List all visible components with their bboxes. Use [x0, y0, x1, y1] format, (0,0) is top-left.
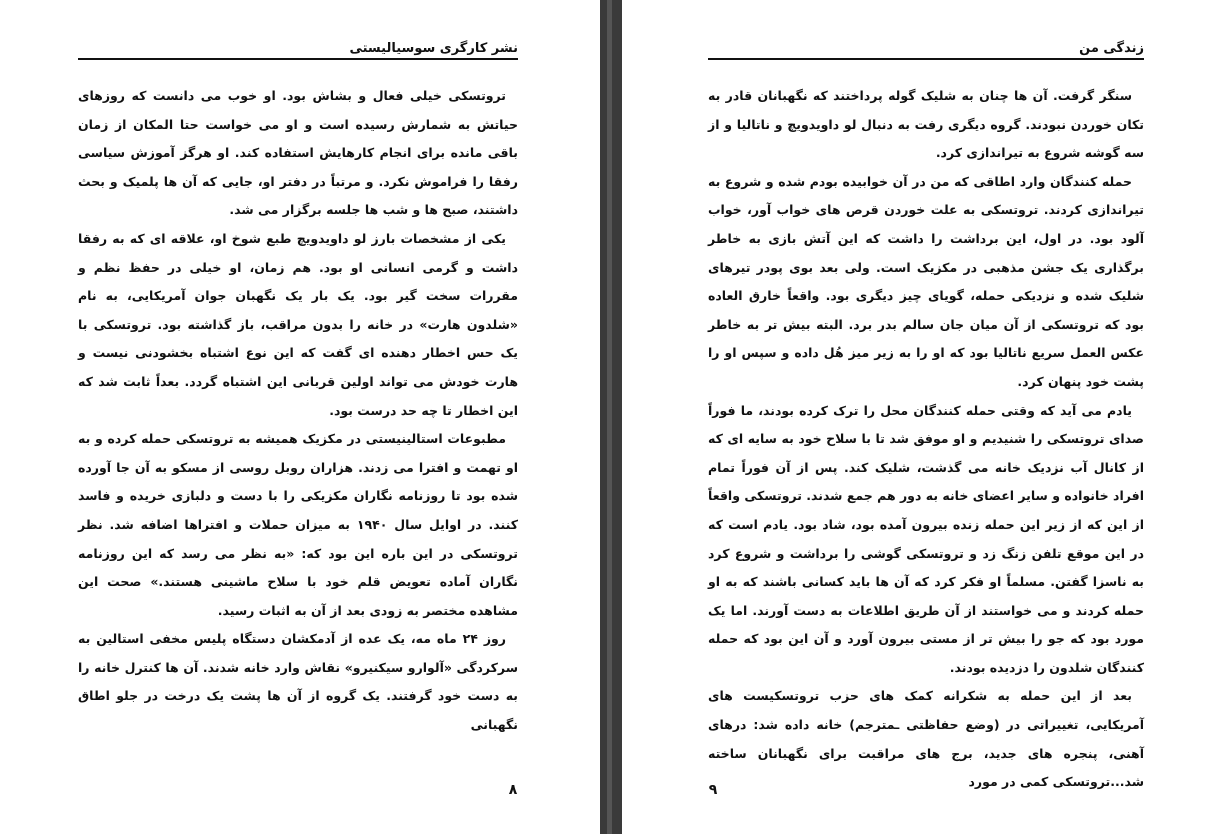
page-number: ۸	[508, 782, 518, 798]
header-rule	[708, 58, 1144, 60]
page-number: ۹	[708, 782, 718, 798]
paragraph: روز ۲۴ ماه مه، یک عده از آدمکشان دستگاه پلیس مخفی استالین به سرکردگی «آلوارو سیکنیرو» نقاش وارد خانه شدند. آن ها کنترل خانه را به دست خود گرفتند. یک گروه از آن ها پشت یک درخت در جلو اطاق نگهبانی	[78, 631, 518, 733]
paragraph: حمله کنندگان وارد اطاقی که من در آن خوابیده بودم شده و شروع به تیراندازی کردند. تروتسکی به علت خوردن قرص های خواب آور، خواب آلود بود. در اول، این برداشت را داشت که این آتش بازی به خاطر برگذاری یک جشن مذهبی در مکزیک است. ولی بعد بوی پودر تیرهای شلیک شده و نزدیکی حمله، گویای چیز دیگری بود. واقعاً خارق العاده بود که تروتسکی از آن میان جان سالم بدر برد. البته بیش تر به خاطر عکس العمل سریع ناتالیا بود که او را به زیر میز هُل داده و سپس او را پشت خود پنهان کرد.	[708, 173, 1144, 389]
paragraph: بعد از این حمله به شکرانه کمک های حزب تروتسکیست های آمریکایی، تغییراتی در (وضع حفاظتی ـمترجم) خانه داده شد: درهای آهنی، پنجره های جدید، برج های مراقبت برای نگهبانان ساخته شد...تروتسکی کمی در مورد	[708, 688, 1144, 790]
running-header: زندگی من	[1079, 41, 1144, 56]
header-rule	[78, 58, 518, 60]
paragraph: یکی از مشخصات بارز لو داویدویچ طبع شوخ او، علاقه ای که به رفقا داشت و گرمی انسانی او بود. هم زمان، او خیلی در حفظ نظم و مقررات سخت گیر بود. یک بار یک نگهبان جوان آمریکایی، به نام «شلدون هارت» در خانه را بدون مراقب، باز گذاشته بود. تروتسکی با یک حس اخطار دهنده ای گفت که این نوع اشتباه بخشودنی نیست و هارت خودش می تواند اولین قربانی این اشتباه گردد. بعداً ثابت شد که این اخطار تا چه حد درست بود.	[78, 230, 518, 418]
left-page	[0, 0, 600, 834]
page-body	[78, 82, 518, 740]
book-spine	[600, 0, 622, 834]
paragraph: تروتسکی خیلی فعال و بشاش بود. او خوب می دانست که روزهای حیاتش به شمارش رسیده است و او می خواست حتا المکان از زمان باقی مانده برای انجام کارهایش استفاده کند. او هرگز آموزش سیاسی رفقا را فراموش نکرد. و مرتباً در دفتر او، جایی که آن ها پلمیک و بحث داشتند، صبح ها و شب ها جلسه برگزار می شد.	[78, 88, 518, 218]
paragraph: سنگر گرفت. آن ها چنان به شلیک گوله پرداختند که نگهبانان قادر به تکان خوردن نبودند. گروه دیگری رفت به دنبال لو داویدویچ و ناتالیا و از سه گوشه شروع به تیراندازی کرد.	[708, 88, 1144, 161]
paragraph: مطبوعات استالینیستی در مکزیک همیشه به تروتسکی حمله کرده و به او تهمت و افترا می زدند. هزاران روبل روسی از مسکو به آن جا آورده شده بود تا روزنامه نگاران مکزیکی را با دست و دلبازی خریده و فاسد کنند. در اوایل سال ۱۹۴۰ به میزان حملات و افتراها اضافه شد. نظر تروتسکی در این باره این بود که: «به نظر می رسد که این روزنامه نگاران آماده تعویض قلم خود با سلاح ماشینی هستند.» صحت این مشاهده مختصر به زودی بعد از آن به اثبات رسید.	[78, 431, 519, 618]
paragraph: یادم می آید که وقتی حمله کنندگان محل را ترک کرده بودند، ما فوراً صدای تروتسکی را شنیدیم و او موفق شد تا با سلاح خود به سایه ای که از کانال آب نزدیک خانه می گذشت، شلیک کند. پس از آن فوراً تمام افراد خانواده و سایر اعضای خانه به دور هم جمع شدند. تروتسکی واقعاً از این که از زیر این حمله زنده بیرون آمده بود، شاد بود. یادم است که در این موقع تلفن زنگ زد و تروتسکی گوشی را برداشت و شروع کرد به ناسزا گفتن. مسلماً او فکر کرد که آن ها باید کسانی باشند که به او حمله کردند و می خواستند از آن طریق اطلاعات به دست آورند. اما یک مورد بود که جو را بیش تر از مستی بیرون آورد و آن این بود که حمله کنندگان شلدون را دزدیده بودند.	[708, 402, 1144, 675]
page-body	[708, 82, 1144, 797]
right-page	[622, 0, 1224, 834]
running-header: نشر کارگری سوسیالیستی	[349, 41, 518, 56]
